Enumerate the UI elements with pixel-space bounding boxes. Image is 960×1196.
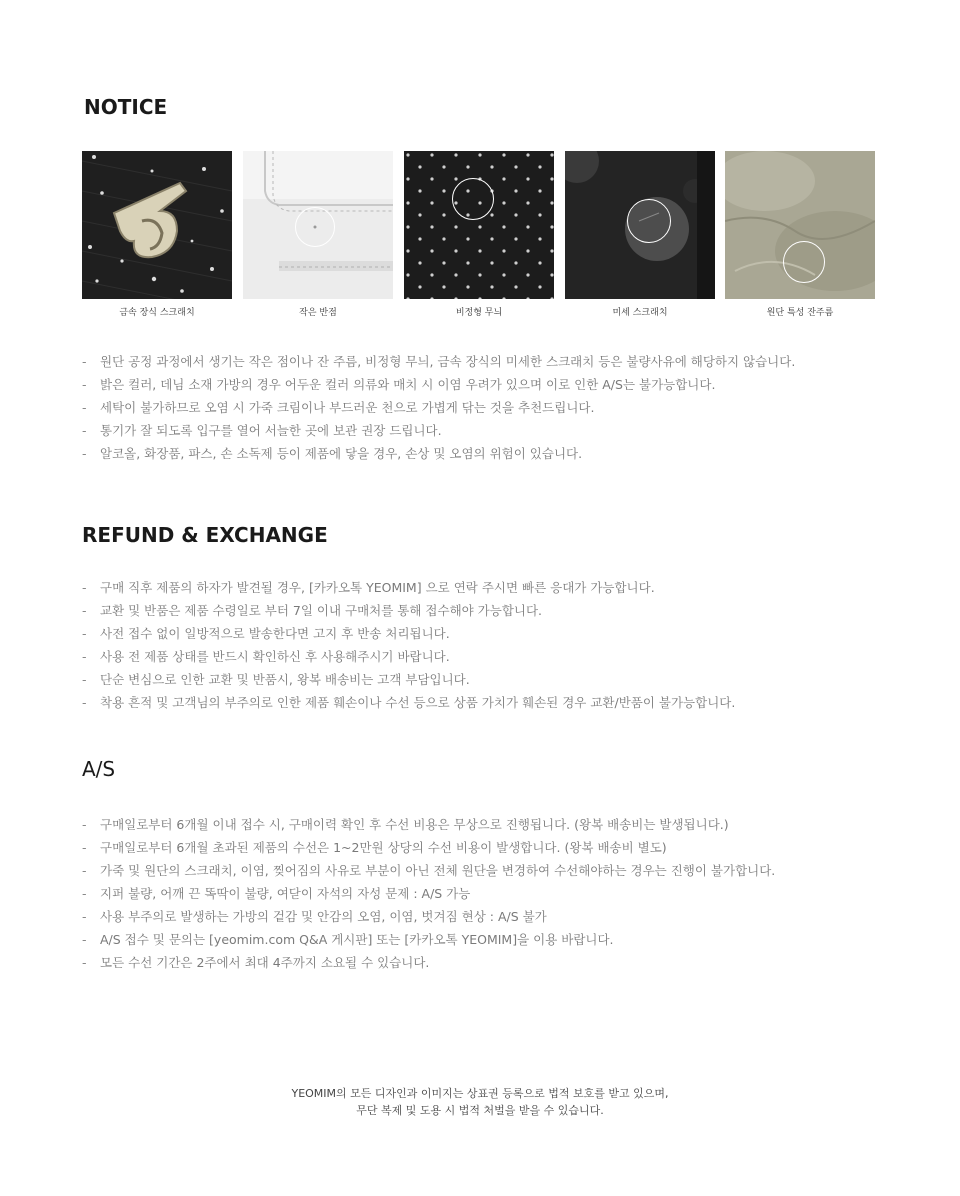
list-item: - 사전 접수 없이 일방적으로 발송한다면 고지 후 반송 처리됩니다. xyxy=(82,626,450,641)
image-caption: 미세 스크래치 xyxy=(612,308,668,318)
image-small-spot xyxy=(243,151,393,318)
list-item: - 세탁이 불가하므로 오염 시 가죽 크림이나 부드러운 천으로 가볍게 닦는 것을 추천드립니다. xyxy=(82,400,595,415)
list-item-text: 모든 수선 기간은 2주에서 최대 4주까지 소요될 수 있습니다. xyxy=(100,955,430,970)
copyright-footer xyxy=(0,1085,960,1119)
list-item: - 단순 변심으로 인한 교환 및 반품시, 왕복 배송비는 고객 부담입니다. xyxy=(82,672,470,687)
image-metal-scratch xyxy=(82,151,232,318)
notice-list xyxy=(82,350,795,465)
list-item-text: 알코올, 화장품, 파스, 손 소독제 등이 제품에 닿을 경우, 손상 및 오염의 위험이 있습니다. xyxy=(100,446,583,461)
list-item-text: 착용 흔적 및 고객님의 부주의로 인한 제품 훼손이나 수선 등으로 상품 가치가 훼손된 경우 교환/반품이 불가능합니다. xyxy=(100,695,736,710)
list-item: - 사용 부주의로 발생하는 가방의 겉감 및 안감의 오염, 이염, 벗겨짐 현상 : A/S 불가 xyxy=(82,909,547,924)
image-caption: 비정형 무늬 xyxy=(455,308,503,318)
image-fabric-wrinkles xyxy=(725,151,875,318)
list-item-text: 세탁이 불가하므로 오염 시 가죽 크림이나 부드러운 천으로 가볍게 닦는 것을 추천드립니다. xyxy=(100,400,595,415)
footer-line-2: 무단 복제 및 도용 시 법적 처벌을 받을 수 있습니다. xyxy=(356,1104,604,1117)
fine-scratch-photo xyxy=(565,151,715,299)
fabric-wrinkles-photo xyxy=(725,151,875,299)
image-caption: 작은 반점 xyxy=(299,308,337,318)
as-list xyxy=(82,813,775,974)
image-caption: 금속 장식 스크래치 xyxy=(119,308,195,318)
list-item: - 가죽 및 원단의 스크래치, 이염, 찢어짐의 사유로 부분이 아닌 전체 원단을 변경하여 수선해야하는 경우는 진행이 불가합니다. xyxy=(82,863,776,878)
list-item: - 구매일로부터 6개월 이내 접수 시, 구매이력 확인 후 수선 비용은 무상으로 진행됩니다. (왕복 배송비는 발생됩니다.) xyxy=(82,817,729,832)
list-item-text: 사용 전 제품 상태를 반드시 확인하신 후 사용해주시기 바랍니다. xyxy=(100,649,450,664)
small-spot-photo xyxy=(243,151,393,299)
list-item-text: 가죽 및 원단의 스크래치, 이염, 찢어짐의 사유로 부분이 아닌 전체 원단을 변경하여 수선해야하는 경우는 진행이 불가합니다. xyxy=(100,863,776,878)
list-item-text: 구매일로부터 6개월 이내 접수 시, 구매이력 확인 후 수선 비용은 무상으로 진행됩니다. (왕복 배송비는 발생됩니다.) xyxy=(100,817,729,832)
list-item: - 모든 수선 기간은 2주에서 최대 4주까지 소요될 수 있습니다. xyxy=(82,955,430,970)
list-item: - 통기가 잘 되도록 입구를 열어 서늘한 곳에 보관 권장 드립니다. xyxy=(82,423,442,438)
list-item-text: 교환 및 반품은 제품 수령일로 부터 7일 이내 구매처를 통해 접수해야 가능합니다. xyxy=(100,603,543,618)
image-caption: 원단 특성 잔주름 xyxy=(766,308,834,318)
notice-image-gallery xyxy=(82,151,875,321)
list-item: - 알코올, 화장품, 파스, 손 소독제 등이 제품에 닿을 경우, 손상 및 오염의 위험이 있습니다. xyxy=(82,446,583,461)
list-item-text: A/S 접수 및 문의는 [yeomim.com Q&A 게시판] 또는 [카카오톡 YEOMIM]을 이용 바랍니다. xyxy=(100,932,614,947)
list-item-text: 밝은 컬러, 데님 소재 가방의 경우 어두운 컬러 의류와 매치 시 이염 우려가 있으며 이로 인한 A/S는 불가능합니다. xyxy=(100,377,716,392)
list-item-text: 구매 직후 제품의 하자가 발견될 경우, [카카오톡 YEOMIM] 으로 연락 주시면 빠른 응대가 가능합니다. xyxy=(100,580,655,595)
image-irregular-pattern xyxy=(404,151,554,318)
list-item: - 교환 및 반품은 제품 수령일로 부터 7일 이내 구매처를 통해 접수해야 가능합니다. xyxy=(82,603,543,618)
list-item-text: 사전 접수 없이 일방적으로 발송한다면 고지 후 반송 처리됩니다. xyxy=(100,626,450,641)
footer-line-1: YEOMIM의 모든 디자인과 이미지는 상표권 등록으로 법적 보호를 받고 있으며, xyxy=(291,1087,669,1100)
list-item: - 지퍼 불량, 어깨 끈 똑딱이 불량, 여닫이 자석의 자성 문제 : A/S 가능 xyxy=(82,886,471,901)
list-item-text: 단순 변심으로 인한 교환 및 반품시, 왕복 배송비는 고객 부담입니다. xyxy=(100,672,470,687)
list-item-text: 지퍼 불량, 어깨 끈 똑딱이 불량, 여닫이 자석의 자성 문제 : A/S 가능 xyxy=(100,886,471,901)
list-item: - 구매 직후 제품의 하자가 발견될 경우, [카카오톡 YEOMIM] 으로 연락 주시면 빠른 응대가 가능합니다. xyxy=(82,580,655,595)
list-item: - 밝은 컬러, 데님 소재 가방의 경우 어두운 컬러 의류와 매치 시 이염 우려가 있으며 이로 인한 A/S는 불가능합니다. xyxy=(82,377,716,392)
metal-ornament-photo xyxy=(82,151,232,299)
refund-list xyxy=(82,576,735,714)
refund-title: REFUND & EXCHANGE xyxy=(82,523,328,547)
list-item-text: 원단 공정 과정에서 생기는 작은 점이나 잔 주름, 비정형 무늬, 금속 장식의 미세한 스크래치 등은 불량사유에 해당하지 않습니다. xyxy=(100,354,796,369)
as-title: A/S xyxy=(82,757,116,781)
notice-title: NOTICE xyxy=(84,95,168,119)
list-item: - 구매일로부터 6개월 초과된 제품의 수선은 1~2만원 상당의 수선 비용이 발생합니다. (왕복 배송비 별도) xyxy=(82,840,667,855)
list-item-text: 통기가 잘 되도록 입구를 열어 서늘한 곳에 보관 권장 드립니다. xyxy=(100,423,442,438)
list-item: - A/S 접수 및 문의는 [yeomim.com Q&A 게시판] 또는 [카카오톡 YEOMIM]을 이용 바랍니다. xyxy=(82,932,614,947)
list-item-text: 구매일로부터 6개월 초과된 제품의 수선은 1~2만원 상당의 수선 비용이 발생합니다. (왕복 배송비 별도) xyxy=(100,840,667,855)
list-item-text: 사용 부주의로 발생하는 가방의 겉감 및 안감의 오염, 이염, 벗겨짐 현상 : A/S 불가 xyxy=(100,909,547,924)
image-fine-scratch xyxy=(565,151,715,318)
list-item: - 사용 전 제품 상태를 반드시 확인하신 후 사용해주시기 바랍니다. xyxy=(82,649,450,664)
list-item: - 원단 공정 과정에서 생기는 작은 점이나 잔 주름, 비정형 무늬, 금속 장식의 미세한 스크래치 등은 불량사유에 해당하지 않습니다. xyxy=(82,354,796,369)
list-item: - 착용 흔적 및 고객님의 부주의로 인한 제품 훼손이나 수선 등으로 상품 가치가 훼손된 경우 교환/반품이 불가능합니다. xyxy=(82,695,736,710)
irregular-pattern-photo xyxy=(404,151,554,299)
